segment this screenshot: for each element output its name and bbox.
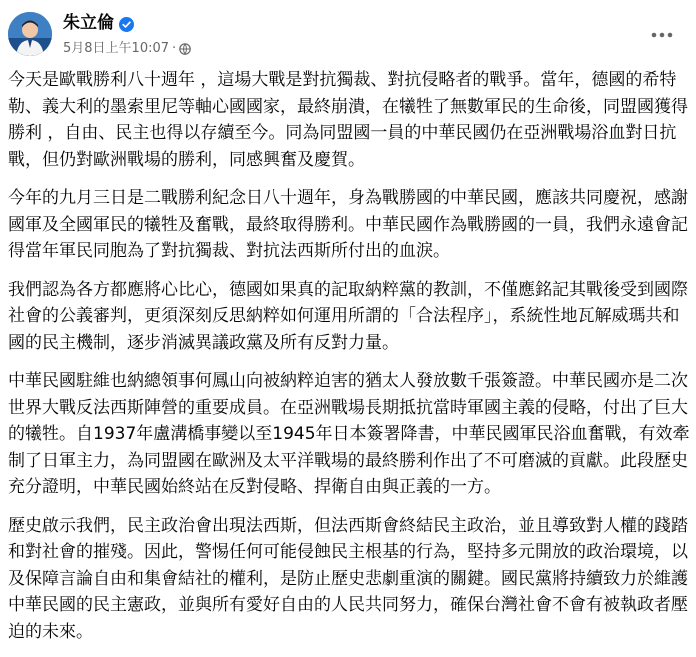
post-timestamp[interactable]: 5月8日上午10:07 (63, 41, 170, 56)
post-paragraph: 今年的九月三日是二戰勝利紀念日八十週年，身為戰勝國的中華民國，應該共同慶祝，感謝國軍及全國軍民的犧牲及奮戰，最終取得勝利。中華民國作為戰勝國的一員，我們永遠會記得當年軍民同胞為了對抗獨裁、對抗法西斯所付出的血淚。 (8, 188, 688, 261)
verified-badge-icon (119, 16, 134, 31)
post-paragraph: 中華民國駐維也納總領事何鳳山向被納粹迫害的猶太人發放數千張簽證。中華民國亦是二次世界大戰反法西斯陣營的重要成員。在亞洲戰場長期抵抗當時軍國主義的侵略，付出了巨大的犧牲。自1937年盧溝橋事變以至1945年日本簽署降書，中華民國軍民浴血奮戰，有效牽制了日軍主力，為同盟國在歐洲及太平洋戰場的最終勝利作出了不可磨滅的貢獻。此段歷史充分證明，中華民國始終站在反對侵略、捍衛自由與正義的一方。 (8, 371, 690, 497)
author-name[interactable] (63, 12, 134, 34)
globe-icon[interactable] (179, 43, 191, 55)
post-paragraph: 今天是歐戰勝利八十週年 ，這場大戰是對抗獨裁、對抗侵略者的戰爭。當年，德國的希特勒、義大利的墨索里尼等軸心國國家，最終崩潰，在犧牲了無數軍民的生命後，同盟國獲得勝利 ，自由、民主也得以存續至今。同為同盟國一員的中華民國仍在亞洲戰場浴血對日抗戰，但仍對歐洲戰場的勝利，同感興奮及慶賀。 (8, 70, 688, 170)
avatar[interactable] (8, 12, 52, 56)
post-meta (63, 40, 191, 58)
post-paragraph: 我們認為各方都應將心比心，德國如果真的記取納粹黨的教訓，不僅應銘記其戰後受到國際社會的公義審判，更須深刻反思納粹如何運用所謂的「合法程序」，系統性地瓦解威瑪共和國的民主機制，逐步消滅異議政黨及所有反對力量。 (8, 279, 688, 353)
post-body (8, 67, 692, 657)
more-options-icon (650, 23, 674, 42)
author-name-text[interactable]: 朱立倫 (63, 13, 114, 33)
post-paragraph: 歷史啟示我們，民主政治會出現法西斯，但法西斯會終結民主政治，並且導致對人權的踐踏和對社會的摧殘。因此，警惕任何可能侵蝕民主根基的行為，堅持多元開放的政治環境，以及保障言論自由和集會結社的權利，是防止歷史悲劇重演的關鍵。國民黨將持續致力於維護中華民國的民主憲政，並與所有愛好自由的人民共同努力，確保台灣社會不會有被執政者壓迫的未來。 (8, 515, 688, 642)
more-options-button[interactable] (644, 20, 680, 44)
meta-separator: · (172, 41, 177, 56)
